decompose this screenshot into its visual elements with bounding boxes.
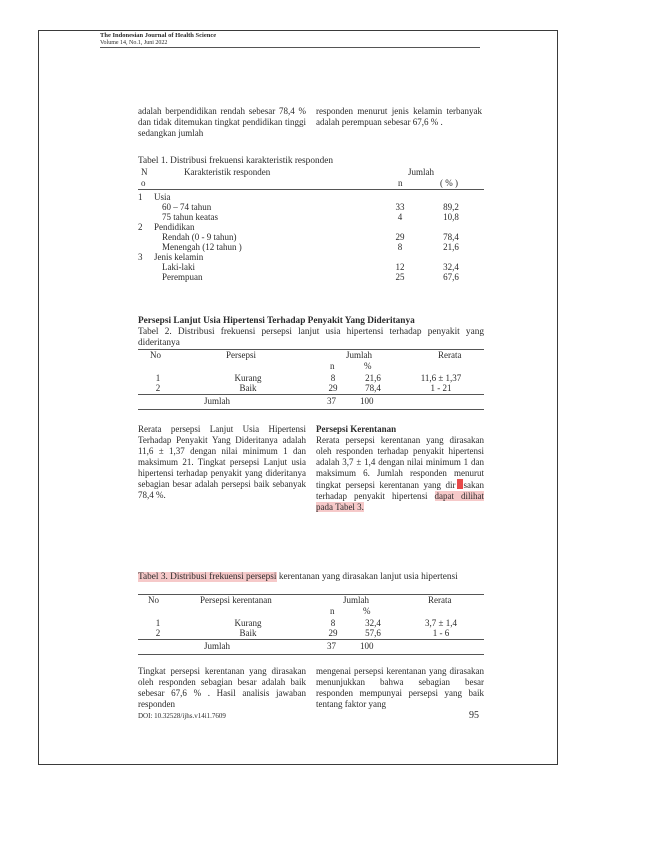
table1-cell-pct — [418, 252, 484, 262]
table3-cell-pct: 57,6 — [365, 628, 381, 638]
table3-cell-pct: 32,4 — [365, 618, 381, 628]
table1-cell-no: 3 — [138, 252, 143, 262]
table2-cell-label: Kurang — [234, 373, 262, 383]
page-number: 95 — [469, 710, 479, 721]
header-rule — [100, 47, 480, 48]
table1-row — [138, 192, 484, 202]
table1-cell-n: 12 — [395, 262, 405, 272]
kerentanan-heading: Persepsi Kerentanan — [316, 424, 397, 434]
table1-head-n: n — [398, 178, 403, 188]
table2-head-label: Persepsi — [226, 350, 256, 360]
table3-total-label: Jumlah — [204, 641, 230, 651]
table3-cell-rerata: 1 - 6 — [432, 628, 450, 638]
table3-cell-no: 1 — [155, 618, 161, 628]
table1-row — [138, 272, 484, 282]
para3-right-column — [316, 666, 484, 710]
table1-head-no: N — [141, 167, 148, 177]
table1-cell-no — [138, 202, 152, 212]
table1-head-rule — [138, 189, 484, 190]
table2-body — [138, 373, 484, 393]
para2-left-column — [138, 424, 306, 501]
table1-cell-no — [138, 232, 152, 242]
table1-cell-pct: 89,2 — [443, 202, 459, 212]
doi-footer: DOI: 10.32528/ijhs.v14i1.7609 — [138, 712, 226, 720]
para3-left-text: Tingkat persepsi kerentanan yang dirasakan oleh responden sebagian besar adalah baik sebesar 67,6 % . Hasil analisis jawaban responden — [138, 666, 306, 709]
table3-cell-n: 29 — [328, 628, 338, 638]
intro-right-text: responden menurut jenis kelamin terbanyak adalah perempuan sebesar 67,6 % . — [316, 106, 482, 127]
table1-head-no2: o — [141, 178, 146, 188]
table2-cell-no: 1 — [155, 373, 161, 383]
table2-total-n: 37 — [327, 396, 336, 406]
table1-cell-no — [138, 262, 152, 272]
table3 — [138, 594, 484, 652]
table1-cell-n: 4 — [397, 212, 403, 222]
para2-right-text-a: Rerata persepsi kerentanan yang dirasakan oleh responden terhadap penyakit hipertensi adalah 3,7 ± 1,4 dengan nilai minimum 1 dan maksimum 6. Jumlah responden menurut tingkat persepsi kerentanan yang dir — [316, 435, 484, 490]
para2-highlight-text: dapat dilihat pada Tabel 3. — [316, 491, 484, 512]
para2-right-text-b: sakan terhadap penyakit hipertensi — [316, 480, 484, 501]
table2-head-rerata: Rerata — [438, 350, 462, 360]
table1-cell-no: 2 — [138, 222, 143, 232]
table1-cell-n: 25 — [395, 272, 405, 282]
table3-cell-no: 2 — [155, 628, 161, 638]
table2-cell-label: Baik — [239, 383, 257, 393]
table1-cell-n: 29 — [395, 232, 405, 242]
para3-right-text: mengenai persepsi kerentanan yang dirasakan menunjukkan bahwa sebagian besar responden mempunyai persepsi yang baik tentang faktor yang — [316, 666, 484, 709]
table1-row — [138, 252, 484, 262]
journal-volume: Volume 14, No.1, Juni 2022 — [100, 40, 168, 46]
table3-caption-highlight: Tabel 3. Distribusi frekuensi persepsi — [138, 572, 277, 582]
intro-right-column — [316, 106, 482, 128]
table2-bottom-rule — [138, 409, 484, 410]
table1-body — [138, 192, 484, 282]
intro-left-column — [138, 106, 306, 139]
table2-cell-n: 29 — [328, 383, 338, 393]
table2-total-label: Jumlah — [204, 396, 230, 406]
table1-cell-n — [382, 192, 418, 202]
table3-row — [138, 618, 484, 628]
table3-head-jumlah: Jumlah — [343, 595, 369, 605]
table2-cell-no: 2 — [155, 383, 161, 393]
table2-head-no: No — [150, 350, 161, 360]
table1-cell-n: 8 — [397, 242, 403, 252]
table1-cell-label: Pendidikan — [154, 222, 195, 232]
table1-row — [138, 212, 484, 222]
table3-head-no: No — [148, 595, 159, 605]
table1-head-label: Karakteristik responden — [184, 167, 271, 177]
table3-head-label: Persepsi kerentanan — [200, 595, 272, 605]
table1-cell-label: Usia — [154, 192, 171, 202]
table1-cell-no — [138, 212, 152, 222]
table3-body — [138, 618, 484, 638]
table1-cell-no — [138, 272, 152, 282]
table1-row — [138, 242, 484, 252]
table3-bottom-rule — [138, 654, 484, 655]
table2-cell-n: 8 — [330, 373, 336, 383]
table1-cell-n — [382, 222, 418, 232]
para2-left-text: Rerata persepsi Lanjut Usia Hipertensi Terhadap Penyakit Yang Dideritanya adalah 11,6 ± 1,37 dengan nilai minimum 1 dan maksimum 21. Tingkat persepsi Lanjut usia hipertensi terhadap penyakit yang dideritanya sebagian besar adalah persepsi baik sebanyak 78,4 %. — [138, 424, 306, 500]
table2-cell-rerata: 11,6 ± 1,37 — [420, 373, 462, 383]
table1-row — [138, 222, 484, 232]
table1-row — [138, 202, 484, 212]
table1 — [138, 167, 484, 282]
table2-head-n: n — [330, 361, 335, 371]
table1-cell-no — [138, 242, 152, 252]
table1-cell-label: Jenis kelamin — [154, 252, 204, 262]
table1-cell-pct — [418, 222, 484, 232]
table2-row — [138, 383, 484, 393]
table1-row — [138, 232, 484, 242]
intro-left-text: adalah berpendidikan rendah sebesar 78,4 % dan tidak ditemukan tingkat pendidikan tinggi sedangkan jumlah — [138, 106, 306, 138]
table3-caption — [138, 572, 484, 583]
table1-cell-label: Menengah (12 tahun ) — [162, 242, 242, 252]
table3-row — [138, 628, 484, 638]
table2-head-pct: % — [364, 361, 372, 371]
table1-cell-no: 1 — [138, 192, 143, 202]
table2-caption: Tabel 2. Distribusi frekuensi persepsi lanjut usia hipertensi terhadap penyakit yang dideritanya — [138, 327, 484, 348]
table1-cell-n — [382, 252, 418, 262]
table2-cell-pct: 78,4 — [365, 383, 381, 393]
table2-cell-pct: 21,6 — [365, 373, 381, 383]
table3-cell-label: Baik — [239, 628, 257, 638]
table3-head-n: n — [330, 606, 335, 616]
table1-cell-pct: 67,6 — [443, 272, 459, 282]
table1-cell-n: 33 — [395, 202, 405, 212]
table1-cell-pct: 21,6 — [443, 242, 459, 252]
table1-cell-pct: 78,4 — [443, 232, 459, 242]
table3-head-pct: % — [363, 606, 371, 616]
table1-cell-label: Laki-laki — [162, 262, 195, 272]
table3-cell-n: 8 — [330, 618, 336, 628]
table3-cell-rerata: 3,7 ± 1,4 — [425, 618, 457, 628]
table1-cell-label: Perempuan — [162, 272, 203, 282]
table3-total-pct: 100 — [360, 641, 374, 651]
table2-cell-rerata: 1 - 21 — [430, 383, 452, 393]
table2 — [138, 349, 484, 407]
table1-caption: Tabel 1. Distribusi frekuensi karakteristik responden — [138, 156, 334, 166]
table1-cell-pct: 10,8 — [443, 212, 459, 222]
table1-cell-pct: 32,4 — [443, 262, 459, 272]
para2-right-column — [316, 424, 484, 513]
table3-cell-label: Kurang — [234, 618, 262, 628]
annotation-marker — [457, 479, 463, 489]
table3-total-n: 37 — [327, 641, 336, 651]
section1-heading: Persepsi Lanjut Usia Hipertensi Terhadap Penyakit Yang Dideritanya — [138, 316, 415, 326]
journal-title: The Indonesian Journal of Health Science — [100, 32, 217, 39]
table3-caption-rest: kerentanan yang dirasakan lanjut usia hipertensi — [276, 572, 458, 582]
table1-row — [138, 262, 484, 272]
table1-cell-label: Rendah (0 - 9 tahun) — [162, 232, 237, 242]
table1-head-jumlah: Jumlah — [408, 167, 434, 177]
table1-cell-label: 60 – 74 tahun — [162, 202, 212, 212]
table2-total-pct: 100 — [360, 396, 374, 406]
table1-cell-pct — [418, 192, 484, 202]
table2-head-jumlah: Jumlah — [346, 350, 372, 360]
table1-head-pct: ( % ) — [440, 178, 458, 188]
para3-left-column — [138, 666, 306, 710]
table3-head-rerata: Rerata — [428, 595, 452, 605]
table2-row — [138, 373, 484, 383]
table1-cell-label: 75 tahun keatas — [162, 212, 218, 222]
